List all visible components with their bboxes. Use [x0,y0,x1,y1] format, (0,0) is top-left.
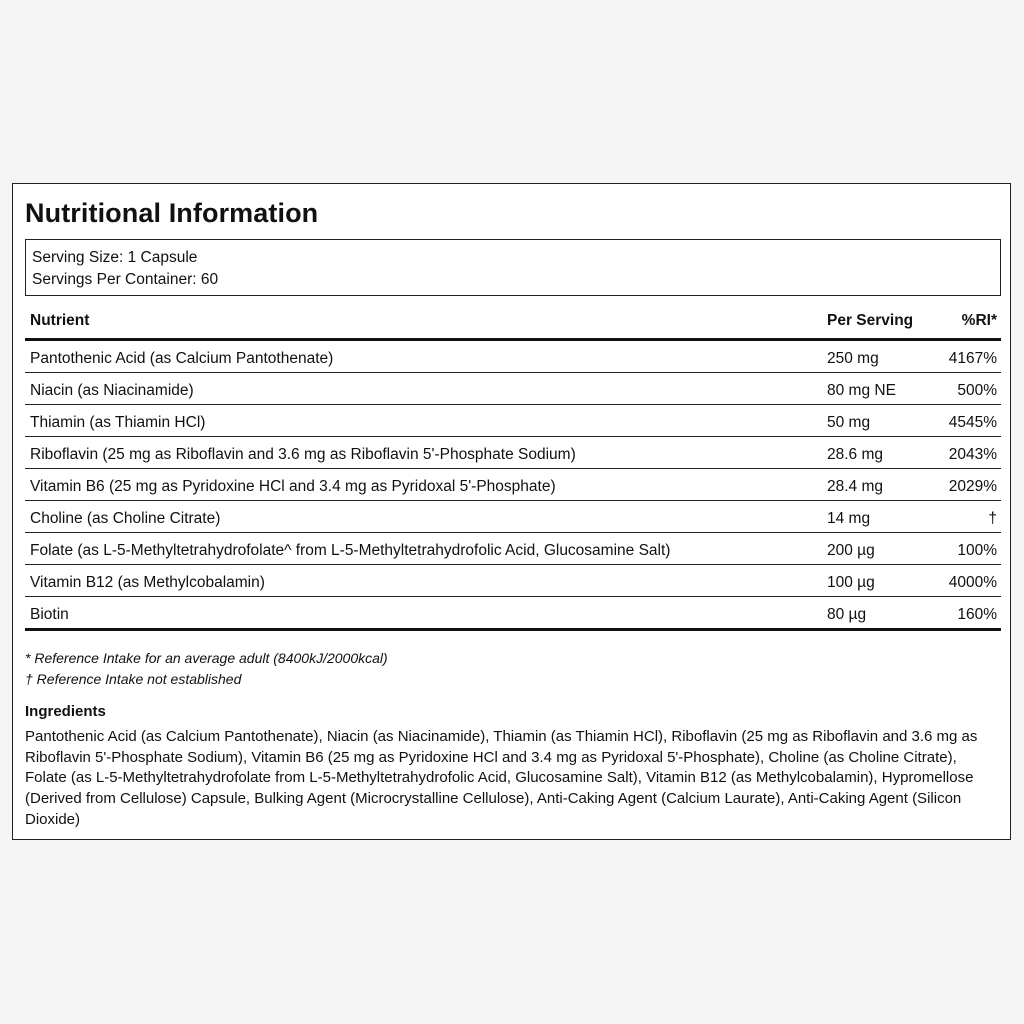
ingredients-text: Pantothenic Acid (as Calcium Pantothenate), Niacin (as Niacinamide), Thiamin (as Thiamin HCl), Riboflavin (25 mg as Riboflavin and 3.6 mg as Riboflavin 5'-Phosphate Sodium), Vitamin B6 (25 mg as Pyridoxine HCl and 3.4 mg as Pyridoxal 5'-Phosphate), Choline (as Choline Citrate), Folate (as L-5-Methyltetrahydrofolate from L-5-Methyltetrahydrofolic Acid, Glucosamine Salt), Vitamin B12 (as Methylcobalamin), Hypromellose (Derived from Cellulose) Capsule, Bulking Agent (Microcrystalline Cellulose), Anti-Caking Agent (Calcium Laurate), Anti-Caking Agent (Silicon Dioxide) [25,728,978,828]
nutrient-amount: 80 mg NE [827,382,896,399]
servings-per-container: Servings Per Container: 60 [32,271,219,288]
nutrient-ri: 100% [957,542,997,559]
table-header [25,307,1001,341]
nutrient-name: Vitamin B12 (as Methylcobalamin) [30,574,265,591]
nutrient-name: Folate (as L-5-Methyltetrahydrofolate^ from L-5-Methyltetrahydrofolic Acid, Glucosamine Salt) [30,542,671,559]
header-nutrient: Nutrient [30,312,90,329]
header-per-serving: Per Serving [827,312,914,329]
nutrient-amount: 200 µg [827,542,875,559]
footnotes [25,648,388,690]
nutrient-ri: 4545% [948,414,997,431]
nutrient-name: Thiamin (as Thiamin HCl) [30,414,206,431]
table-row [25,597,1001,631]
footnote-not-established: † Reference Intake not established [25,671,242,687]
table-row [25,469,1001,501]
serving-size: Serving Size: 1 Capsule [32,249,198,266]
nutrient-table [25,307,1001,631]
nutrient-amount: 100 µg [827,574,875,591]
nutrient-amount: 28.6 mg [827,446,884,463]
table-row [25,565,1001,597]
nutrient-amount: 80 µg [827,606,867,623]
nutrient-ri: 2029% [948,478,997,495]
nutrient-ri: 500% [957,382,997,399]
footnote-reference-intake: * Reference Intake for an average adult (8400kJ/2000kcal) [25,650,388,666]
table-row [25,341,1001,373]
nutrient-name: Niacin (as Niacinamide) [30,382,194,399]
page-title: Nutritional Information [25,198,319,228]
nutrient-ri: 4167% [948,350,997,367]
nutrient-amount: 50 mg [827,414,871,431]
table-row [25,437,1001,469]
table-row [25,533,1001,565]
nutrient-name: Vitamin B6 (25 mg as Pyridoxine HCl and 3.4 mg as Pyridoxal 5'-Phosphate) [30,478,556,495]
nutrient-ri: 4000% [948,574,997,591]
nutrient-amount: 14 mg [827,510,871,527]
nutrient-ri: 160% [957,606,997,623]
nutrient-amount: 28.4 mg [827,478,884,495]
header-ri: %RI* [961,312,997,329]
table-row [25,405,1001,437]
nutrient-name: Choline (as Choline Citrate) [30,510,221,527]
ingredients-heading: Ingredients [25,703,106,720]
nutrition-panel [12,183,1011,840]
table-row [25,501,1001,533]
serving-info-box [25,239,1001,296]
nutrient-name: Biotin [30,606,69,623]
nutrient-ri: 2043% [948,446,997,463]
nutrient-ri: † [988,510,997,527]
table-row [25,373,1001,405]
nutrient-amount: 250 mg [827,350,879,367]
nutrient-name: Riboflavin (25 mg as Riboflavin and 3.6 mg as Riboflavin 5'-Phosphate Sodium) [30,446,576,463]
nutrient-name: Pantothenic Acid (as Calcium Pantothenate) [30,350,334,367]
